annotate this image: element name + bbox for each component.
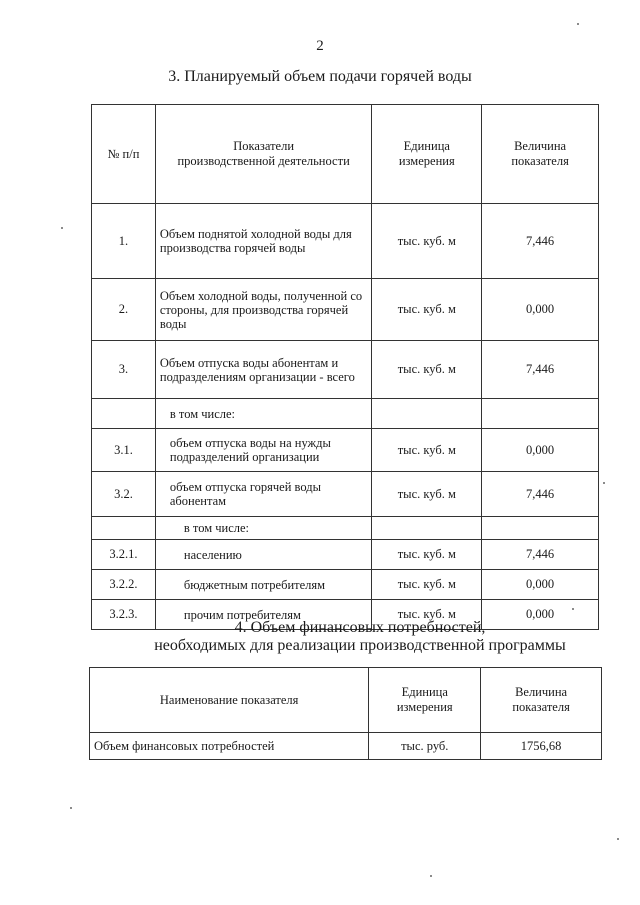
table-row (90, 733, 602, 760)
table-header-row (92, 105, 599, 204)
financial-needs-table (89, 667, 602, 760)
row-value: 7,446 (482, 341, 599, 399)
header-value (482, 105, 599, 204)
scan-speck (70, 807, 72, 809)
row-name: объем отпуска горячей воды абонентам (155, 472, 372, 517)
row-name: Объем финансовых потребностей (90, 733, 369, 760)
row-name: в том числе: (155, 399, 372, 429)
row-value: 0,000 (482, 429, 599, 472)
row-number: 2. (92, 279, 156, 341)
header-value-label: Величина показателя (511, 139, 569, 168)
table-row (92, 540, 599, 570)
header-indicator-name-label: Наименование показателя (159, 692, 299, 707)
header-unit-label: Единица измерения (398, 139, 455, 168)
row-value: 0,000 (482, 279, 599, 341)
row-number: 3. (92, 341, 156, 399)
header-unit-label: Единица измерения (396, 685, 453, 714)
header-value-label: Величина показателя (512, 685, 570, 714)
header-indicator (155, 105, 372, 204)
scan-speck (61, 227, 63, 229)
scan-speck (577, 23, 579, 25)
row-number: 3.1. (92, 429, 156, 472)
row-unit: тыс. куб. м (372, 472, 482, 517)
scan-speck (617, 838, 619, 840)
row-name: Объем отпуска воды абонентам и подразделениям организации - всего (155, 341, 372, 399)
row-name: объем отпуска воды на нужды подразделений организации (155, 429, 372, 472)
row-number: 3.2.2. (92, 570, 156, 600)
header-number-label: № п/п (107, 146, 140, 161)
row-name: Объем поднятой холодной воды для производства горячей воды (155, 204, 372, 279)
row-unit: тыс. куб. м (372, 429, 482, 472)
header-indicator-name (90, 668, 369, 733)
row-unit: тыс. куб. м (372, 540, 482, 570)
row-unit: тыс. куб. м (372, 279, 482, 341)
row-number (92, 517, 156, 540)
table-row (92, 341, 599, 399)
row-unit: тыс. куб. м (372, 570, 482, 600)
row-unit (372, 517, 482, 540)
water-supply-table (91, 104, 599, 630)
table-row (92, 472, 599, 517)
row-value: 7,446 (482, 472, 599, 517)
row-name: населению (155, 540, 372, 570)
row-value (482, 399, 599, 429)
table-row (92, 570, 599, 600)
scan-speck (572, 608, 574, 610)
header-value (481, 668, 602, 733)
row-number: 3.2. (92, 472, 156, 517)
header-unit (369, 668, 481, 733)
row-value: 7,446 (482, 204, 599, 279)
table-row (92, 429, 599, 472)
row-unit: тыс. руб. (369, 733, 481, 760)
section4-title-line1: 4. Объем финансовых потребностей, (234, 619, 486, 636)
page-number: 2 (316, 38, 324, 54)
row-name: прочим потребителям (155, 600, 372, 630)
row-value (482, 517, 599, 540)
header-unit (372, 105, 482, 204)
row-value: 1756,68 (481, 733, 602, 760)
header-number (92, 105, 156, 204)
header-indicator-label: Показатели производственной деятельности (177, 139, 350, 168)
section4-title-line2: необходимых для реализации производственной программы (154, 637, 566, 654)
row-number: 3.2.1. (92, 540, 156, 570)
row-name: в том числе: (155, 517, 372, 540)
row-name: бюджетным потребителям (155, 570, 372, 600)
table-row (92, 399, 599, 429)
row-value: 0,000 (482, 570, 599, 600)
table-row (92, 279, 599, 341)
table-header-row (90, 668, 602, 733)
table-row (92, 517, 599, 540)
row-number: 1. (92, 204, 156, 279)
row-name: Объем холодной воды, полученной со стороны, для производства горячей воды (155, 279, 372, 341)
row-unit (372, 399, 482, 429)
row-number (92, 399, 156, 429)
section4-title (80, 619, 640, 655)
row-unit: тыс. куб. м (372, 600, 482, 630)
row-value: 0,000 (482, 600, 599, 630)
section3-title: 3. Планируемый объем подачи горячей воды (168, 68, 472, 85)
row-value: 7,446 (482, 540, 599, 570)
scan-speck (603, 482, 605, 484)
row-number: 3.2.3. (92, 600, 156, 630)
row-unit: тыс. куб. м (372, 341, 482, 399)
table-row (92, 204, 599, 279)
row-unit: тыс. куб. м (372, 204, 482, 279)
scan-speck (430, 875, 432, 877)
